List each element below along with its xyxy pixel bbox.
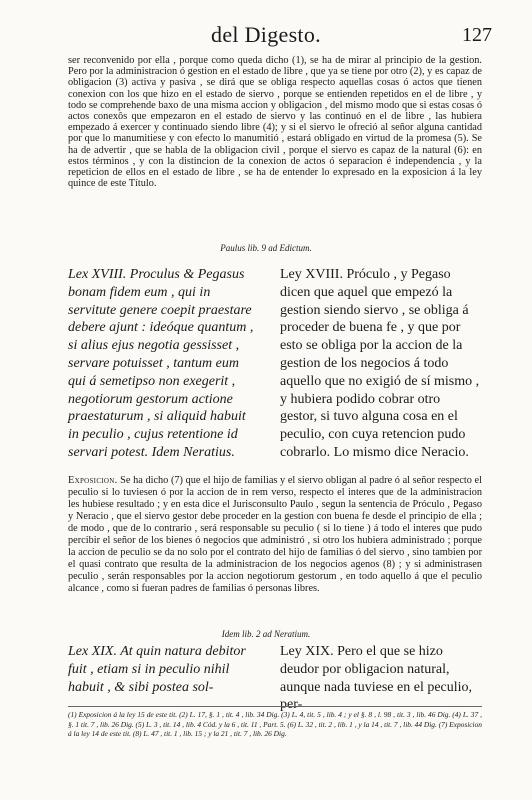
ley-19-spanish (280, 643, 480, 714)
running-header (40, 22, 492, 52)
source-citation-neratium: Idem lib. 2 ad Neratium. (221, 629, 311, 639)
lex-19-latin (68, 643, 260, 696)
exposition-text: Se ha dicho (7) que el hijo de familias y el siervo obligan al padre ó al señor respecto el peculio si lo tuviesen ó por la accion de in rem verso, respecto el interes que de la administracion les hubiese resultado ; y en esta dice el Jurisconsulto Paulo , segun la sentencia de Próculo , Pegaso y Neracio , que el siervo gestor debe proceder en la gestion con buena fe desde el principio de ella ; de modo , que de lo contrario , será responsable su peculio ( si lo tiene ) á todo el interes que pudo percibir el señor de los bienes ó negocios que administró , si otro los hubiera administrado ; porque la accion de peculio se da no solo por el contrato del hijo de familias ó del siervo , sino tambien por el quasi contrato que resulta de la administracion de los negocios agenos (8) ; y si administrasen peculio , serán responsables por la accion negotiorum gestorum , en todo aquello á que el peculio alcance , como si fueran padres de familias ó personas libres. (68, 475, 482, 594)
ley-19-spanish-text: Ley XIX. Pero el que se hizo deudor por obligacion natural, aunque nada tuviese en el peculio, per- (280, 644, 473, 713)
lex-18-latin-text: Lex XVIII. Proculus & Pegasus bonam fidem eum , qui in servitute genere coepit praestare debere ajunt : ideóque quantum , si alius ejus negotia gessisset , servare potuisset , tantum eum qui á semetipso non exegerit , negotiorum gestorum actione praestaturum , si aliquid habuit in peculio , cujus retentione id servari potest. Idem Neratius. (68, 267, 254, 460)
exposition-paragraph (68, 475, 482, 595)
footnote-rule (68, 706, 482, 707)
footnotes-text: (1) Exposicion á la ley 15 de este tit. (2) L. 17, §. 1 , tit. 4 , lib. 34 Dig. (3) L. 4, tit. 5 , lib. 4 ; y el §. 8 , l. 98 , tit. 3 , lib. 46 Dig. (4) L. 37 , §. 1 tit. 7 , lib. 26 Dig. (5) L. 3 , tit. 14 , lib. 4 Cód. y la 6 , tit. 11 , Part. 5. (6) L. 32 , tit. 2 , lib. 1 , y la 14 , tit. 7 , lib. 44 Dig. (7) Exposicion á la ley 14 de este tit. (8) L. 47 , tit. 1 , lib. 15 ; y la 21 , tit. 7 , lib. 26 Dig. (68, 710, 482, 739)
lex-18-latin (68, 266, 260, 462)
source-citation-paulus: Paulus lib. 9 ad Edictum. (220, 243, 312, 253)
ley-18-spanish-text: Ley XVIII. Próculo , y Pegaso dicen que aquel que empezó la gestion siendo siervo , se obliga á proceder de buena fe , y que por esto se obliga por la accion de la gestion de los negocios á todo aquello que no exigió de sí mismo , y hubiera podido cobrar otro gestor, si tuvo alguna cosa en el peculio, con cuya retencion pudo cobrarlo. Lo mismo dice Neracio. (280, 267, 480, 460)
page-number: 127 (462, 24, 492, 46)
intro-paragraph (68, 55, 482, 189)
ley-18-spanish (280, 266, 480, 462)
running-title: del Digesto. (211, 22, 321, 47)
exposition-lead: Exposicion. (68, 475, 118, 486)
footnotes (68, 710, 482, 739)
lex-19-latin-text: Lex XIX. At quin natura debitor fuit , etiam si in peculio nihil habuit , & sibi postea sol- (68, 644, 246, 695)
intro-text: ser reconvenido por ella , porque como queda dicho (1), se ha de mirar al principio de la gestion. Pero por la administracion ó gestion en el estado de libre , que ya se tiene por otro (2), y es capaz de obligacion (3) activa y pasiva , se dirá que se obliga respecto aquellas cosas ó actos que tienen conexion con los que hizo en el estado de siervo , porque se entienden repetidos en el de libre , y todo se comprehende baxo de una misma accion y obligacion , del mismo modo que si estas cosas ó actos conexôs que empezaron en el estado de siervo y las continuó en el de libre , las hubiera empezado á exercer y continuado siendo libre (4); y si el siervo le ofreció al señor alguna cantidad por que lo manumitiese y con efecto lo manumitió , estará obligado en virtud de la promesa (5). Se ha de advertir , que se habla de la obligacion civil , porque el siervo es capaz de la natural (6): en estos términos , y con la distincion de la conexion de actos ó separacion é independencia , y la repeticion de ellos en el estado de libre , se ha de entender lo expresado en la exposicion á la ley quince de este Título. (68, 55, 482, 190)
